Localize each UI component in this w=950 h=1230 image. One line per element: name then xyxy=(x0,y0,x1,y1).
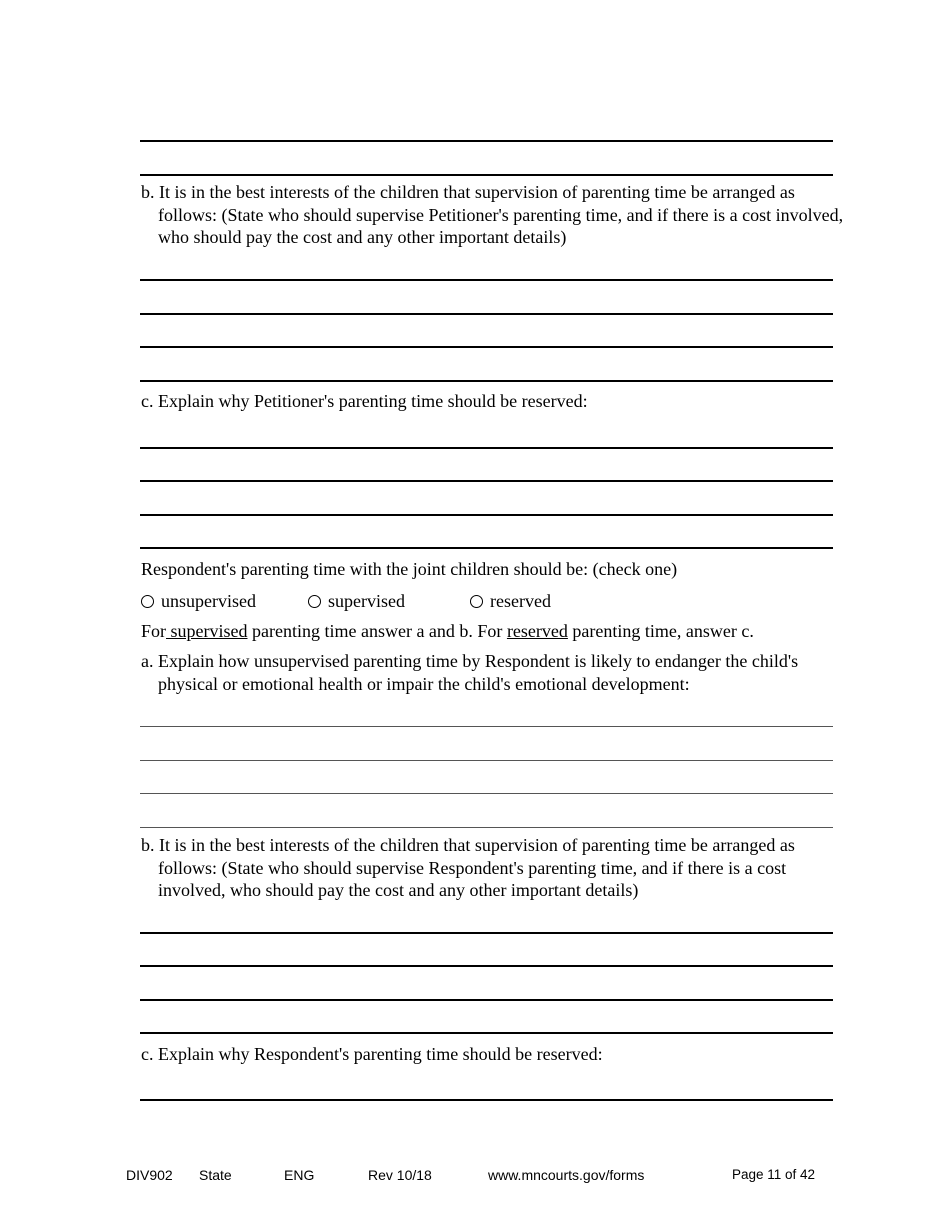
petitioner-b-instructions: b. It is in the best interests of the children that supervision of parenting time be arranged as follows: (State who should supervise Petitioner's parenting time, and if there is a cost involved, who should pay the cost and any other important details) xyxy=(141,182,844,247)
answer-line[interactable] xyxy=(140,1032,833,1034)
supervised-term: supervised xyxy=(166,621,248,641)
answer-line[interactable] xyxy=(140,965,833,967)
option-label: unsupervised xyxy=(161,591,256,611)
option-unsupervised[interactable] xyxy=(141,590,256,612)
answer-line[interactable] xyxy=(140,514,833,516)
footer-language: ENG xyxy=(284,1167,315,1183)
reserved-term: reserved xyxy=(506,621,568,641)
answer-line[interactable] xyxy=(140,447,833,449)
answer-line[interactable] xyxy=(140,480,833,482)
answer-line[interactable] xyxy=(140,760,833,761)
answer-line[interactable] xyxy=(140,346,833,348)
answer-line[interactable] xyxy=(140,726,833,727)
footer-url[interactable]: www.mncourts.gov/forms xyxy=(488,1167,645,1183)
answer-line[interactable] xyxy=(140,279,833,281)
respondent-question: Respondent's parenting time with the joint children should be: (check one) xyxy=(141,559,678,579)
answer-line[interactable] xyxy=(140,313,833,315)
answer-instruction xyxy=(141,620,841,643)
footer-revision: Rev 10/18 xyxy=(368,1167,432,1183)
option-label: reserved xyxy=(490,591,551,611)
option-supervised[interactable] xyxy=(308,590,405,612)
respondent-b-instructions: b. It is in the best interests of the children that supervision of parenting time be arranged as follows: (State who should supervise Respondent's parenting time, and if there is a cost involved, who should pay the cost and any other important details) xyxy=(141,835,795,900)
answer-line[interactable] xyxy=(140,793,833,794)
footer-state: State xyxy=(199,1167,232,1183)
instruction-text: For xyxy=(141,621,167,641)
footer-page-number: Page 11 of 42 xyxy=(732,1167,816,1182)
answer-line[interactable] xyxy=(140,174,833,176)
answer-line[interactable] xyxy=(140,1099,833,1101)
answer-line[interactable] xyxy=(140,140,833,142)
instruction-text: parenting time, answer c. xyxy=(567,621,754,641)
answer-line[interactable] xyxy=(140,380,833,382)
radio-circle-icon[interactable] xyxy=(308,595,321,608)
instruction-text: parenting time answer a and b. For xyxy=(247,621,507,641)
respondent-a-instructions: a. Explain how unsupervised parenting time by Respondent is likely to endanger the child's physical or emotional health or impair the child's emotional development: xyxy=(141,651,799,694)
answer-line[interactable] xyxy=(140,932,833,934)
option-reserved[interactable] xyxy=(470,590,551,612)
answer-line[interactable] xyxy=(140,547,833,549)
option-label: supervised xyxy=(328,591,405,611)
answer-line[interactable] xyxy=(140,827,833,828)
respondent-c-instructions: c. Explain why Respondent's parenting time should be reserved: xyxy=(141,1044,603,1064)
footer-form-id: DIV902 xyxy=(126,1167,173,1183)
answer-line[interactable] xyxy=(140,999,833,1001)
radio-circle-icon[interactable] xyxy=(141,595,154,608)
radio-circle-icon[interactable] xyxy=(470,595,483,608)
petitioner-c-instructions: c. Explain why Petitioner's parenting time should be reserved: xyxy=(141,391,588,411)
